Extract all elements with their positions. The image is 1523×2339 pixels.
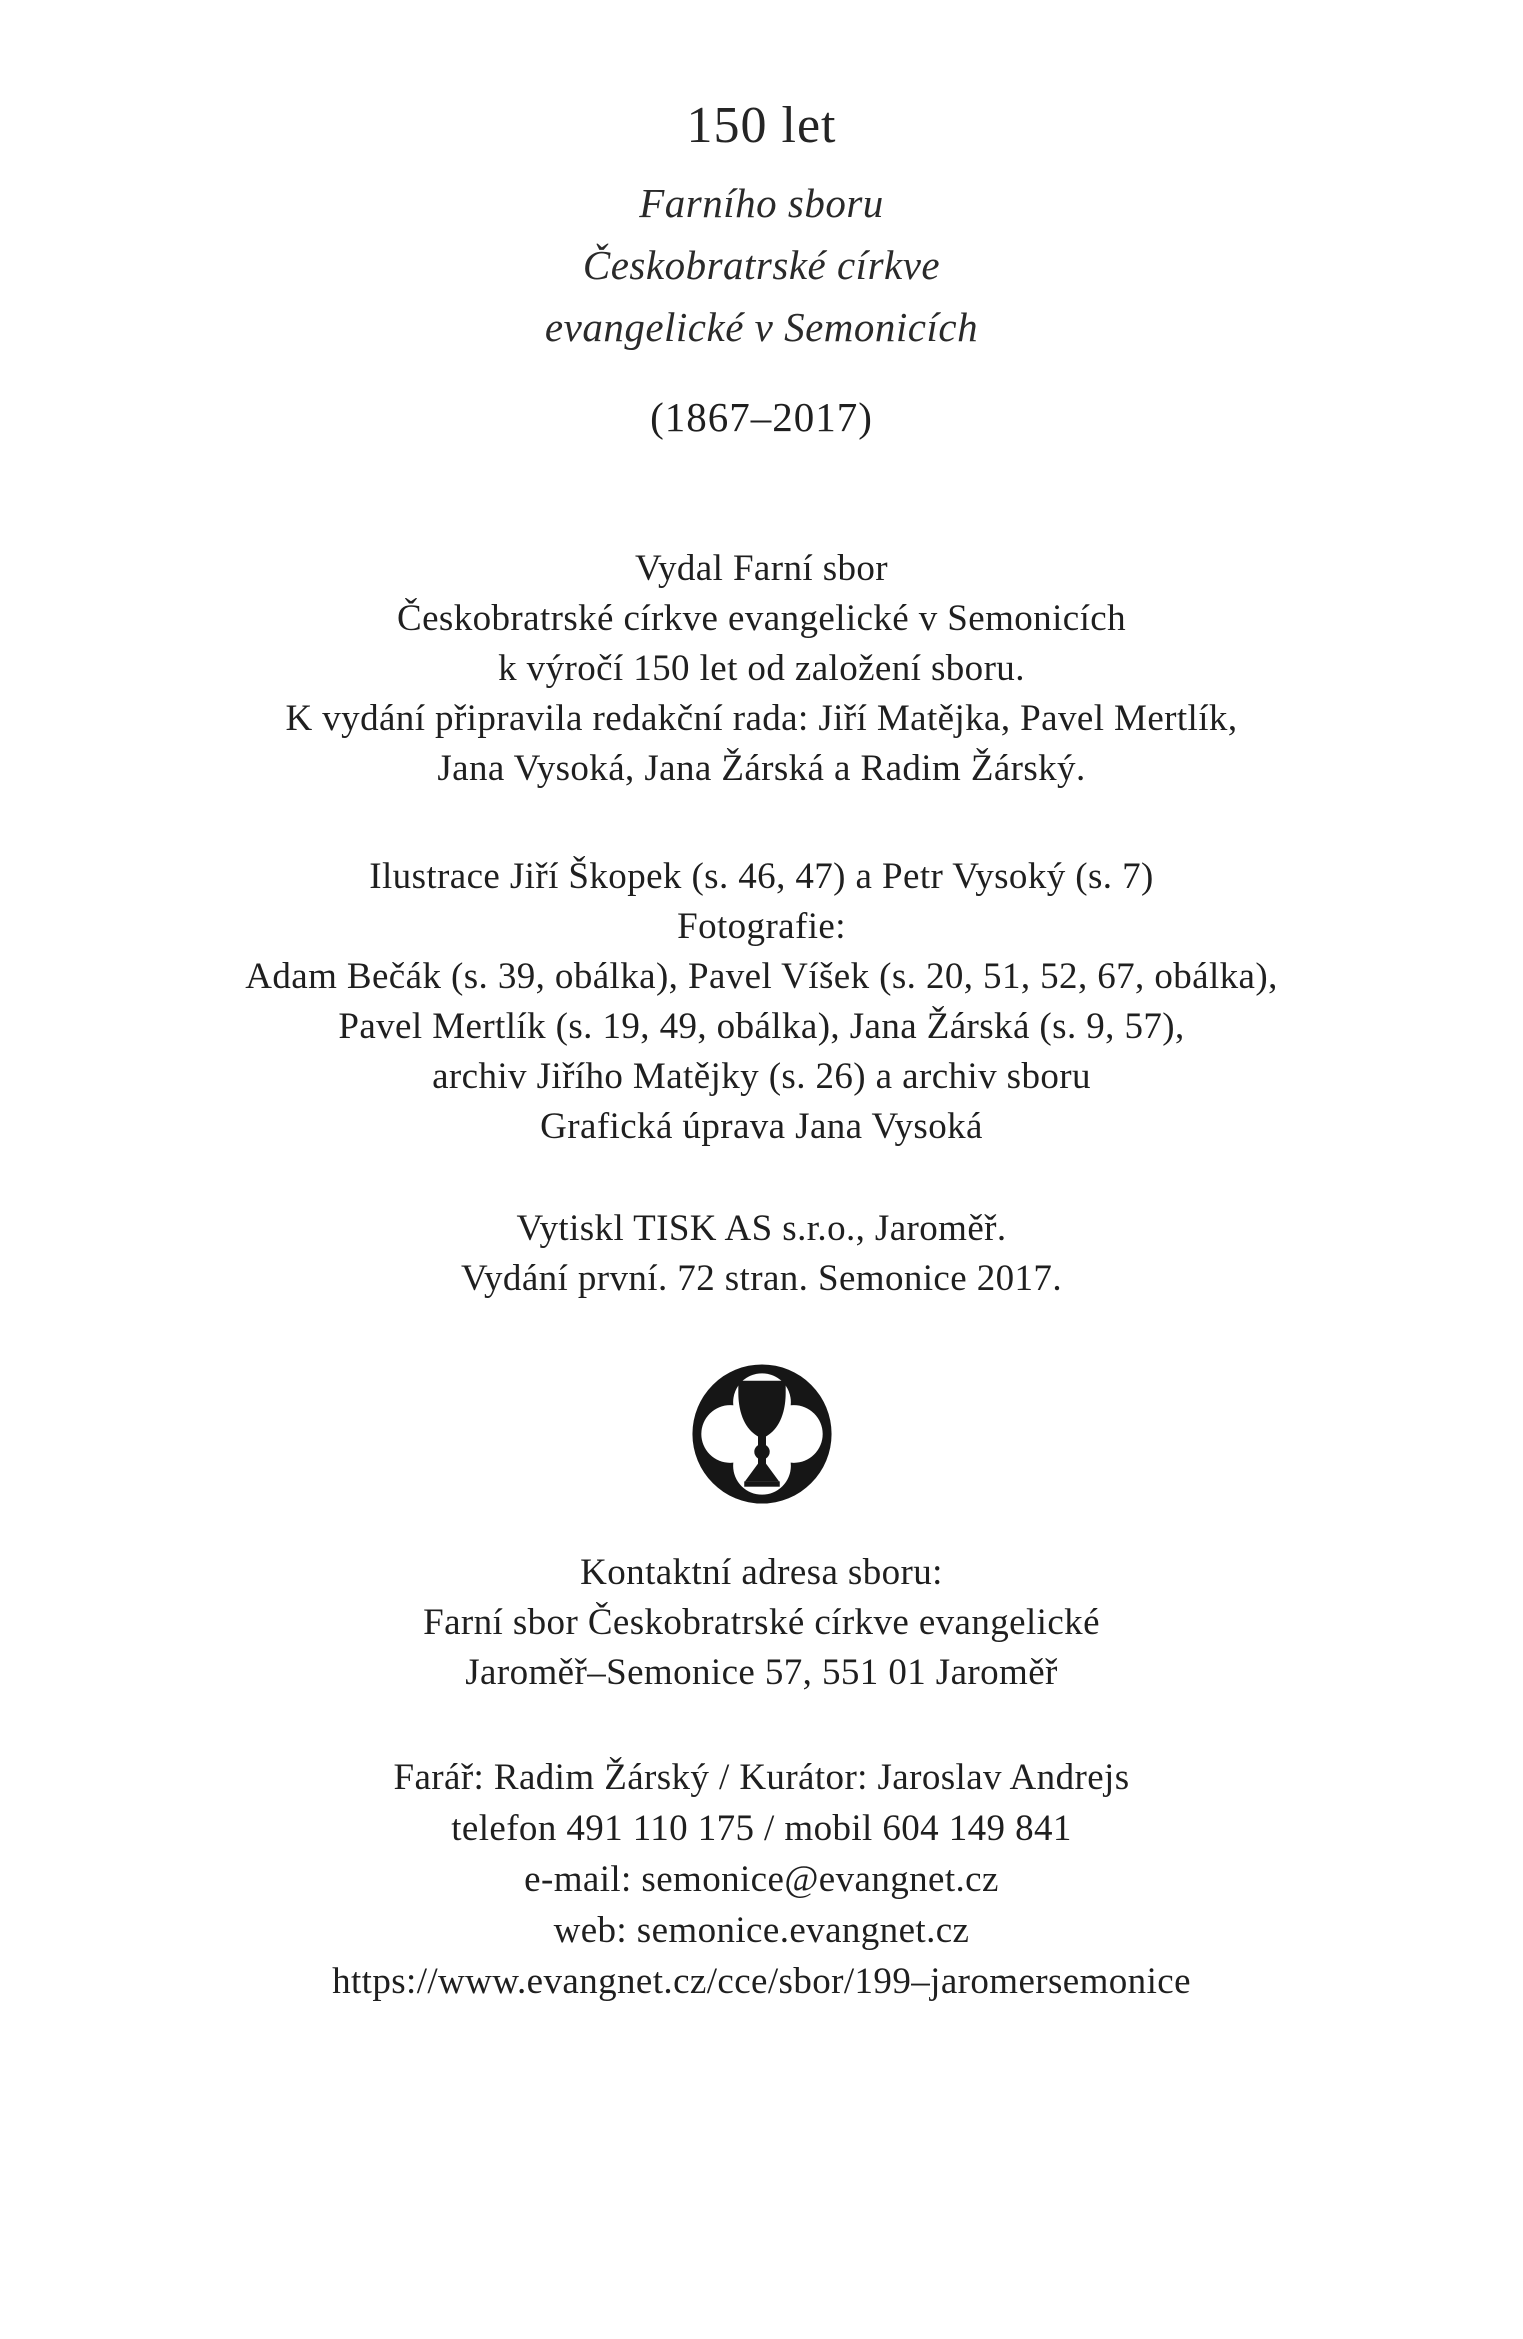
church-logo xyxy=(0,1360,1523,1508)
footer-line-pastor: Farář: Radim Žárský / Kurátor: Jaroslav Andrejs xyxy=(393,1757,1130,1798)
footer-line-phone: telefon 491 110 175 / mobil 604 149 841 xyxy=(451,1808,1072,1849)
subtitle xyxy=(0,172,1523,358)
footer-line-email: e-mail: semonice@evangnet.cz xyxy=(524,1859,999,1900)
page-title: 150 let xyxy=(686,97,837,154)
print-line: Vydání první. 72 stran. Semonice 2017. xyxy=(461,1258,1062,1299)
credits-line: Fotografie: xyxy=(677,906,846,947)
publisher-block xyxy=(0,544,1523,794)
subtitle-line: evangelické v Semonicích xyxy=(544,304,979,350)
print-block xyxy=(0,1204,1523,1304)
publisher-line: k výročí 150 let od založení sboru. xyxy=(498,648,1025,689)
contact-block xyxy=(0,1548,1523,1698)
credits-line: archiv Jiřího Matějky (s. 26) a archiv sboru xyxy=(432,1056,1091,1097)
credits-line: Grafická úprava Jana Vysoká xyxy=(540,1106,983,1147)
anniversary-years: (1867–2017) xyxy=(650,394,873,440)
print-line: Vytiskl TISK AS s.r.o., Jaroměř. xyxy=(516,1208,1007,1249)
subtitle-line: Farního sboru xyxy=(639,180,884,226)
contact-line: Jaroměř–Semonice 57, 551 01 Jaroměř xyxy=(465,1652,1058,1693)
credits-line: Pavel Mertlík (s. 19, 49, obálka), Jana Žárská (s. 9, 57), xyxy=(338,1006,1185,1047)
contact-heading: Kontaktní adresa sboru: xyxy=(580,1552,943,1593)
footer-line-web: web: semonice.evangnet.cz xyxy=(553,1910,970,1951)
publisher-line: Jana Vysoká, Jana Žárská a Radim Žárský. xyxy=(437,748,1086,789)
publisher-line: K vydání připravila redakční rada: Jiří Matějka, Pavel Mertlík, xyxy=(285,698,1238,739)
subtitle-line: Českobratrské církve xyxy=(582,242,941,288)
credits-line: Adam Bečák (s. 39, obálka), Pavel Víšek (s. 20, 51, 52, 67, obálka), xyxy=(245,956,1278,997)
credits-line: Ilustrace Jiří Škopek (s. 46, 47) a Petr Vysoký (s. 7) xyxy=(369,856,1154,897)
publisher-line: Vydal Farní sbor xyxy=(634,548,889,589)
footer-block xyxy=(0,1752,1523,2007)
chalice-in-circle-icon xyxy=(688,1360,836,1508)
publisher-line: Českobratrské církve evangelické v Semonicích xyxy=(397,598,1126,639)
contact-line: Farní sbor Českobratrské církve evangelické xyxy=(423,1602,1100,1643)
credits-block xyxy=(0,852,1523,1152)
footer-line-url: https://www.evangnet.cz/cce/sbor/199–jaromersemonice xyxy=(332,1961,1191,2002)
